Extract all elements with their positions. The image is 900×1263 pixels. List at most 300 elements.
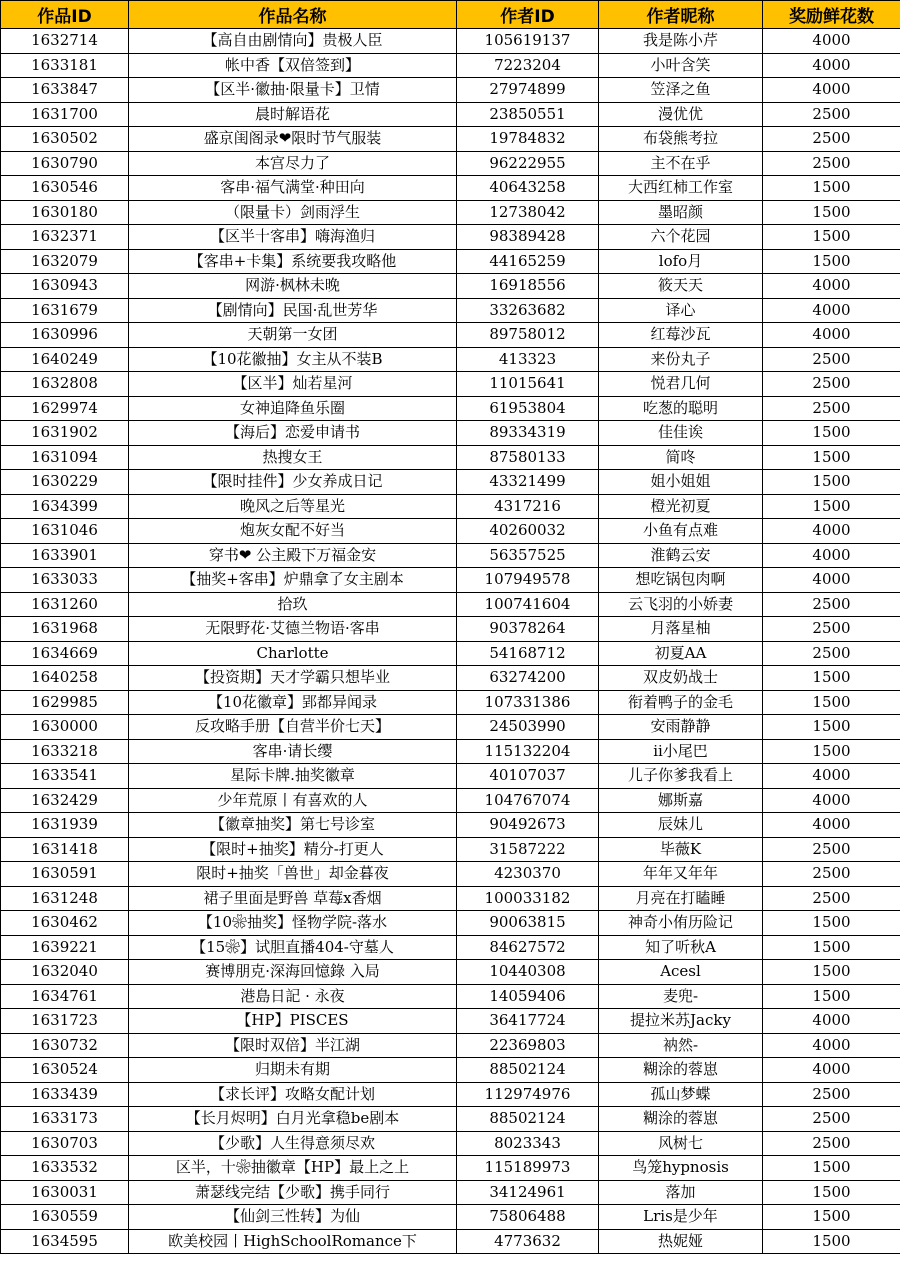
cell-author-nickname: 云飞羽的小娇妻 [599, 592, 763, 617]
cell-flower-reward: 1500 [763, 494, 900, 519]
cell-work-id: 1630000 [1, 715, 129, 740]
cell-author-nickname: 想吃锅包肉啊 [599, 568, 763, 593]
cell-flower-reward: 2500 [763, 102, 900, 127]
cell-flower-reward: 1500 [763, 690, 900, 715]
cell-author-nickname: 月落星柚 [599, 617, 763, 642]
header-author-id: 作者ID [457, 1, 599, 29]
header-work-id: 作品ID [1, 1, 129, 29]
cell-author-id: 10440308 [457, 960, 599, 985]
cell-work-id: 1631902 [1, 421, 129, 446]
cell-work-id: 1632808 [1, 372, 129, 397]
cell-flower-reward: 2500 [763, 617, 900, 642]
table-row [1, 127, 900, 152]
cell-work-name: 女神追降鱼乐圈 [129, 396, 457, 421]
cell-author-nickname: 糊涂的蓉崽 [599, 1058, 763, 1083]
cell-author-id: 14059406 [457, 984, 599, 1009]
cell-author-id: 43321499 [457, 470, 599, 495]
cell-work-name: 晚风之后等星光 [129, 494, 457, 519]
cell-work-name: 客串·福气满堂·种田向 [129, 176, 457, 201]
cell-work-id: 1634669 [1, 641, 129, 666]
cell-work-id: 1634399 [1, 494, 129, 519]
table-body [1, 29, 900, 1254]
cell-work-name: 【徽章抽奖】第七号诊室 [129, 813, 457, 838]
cell-work-name: 【投资期】天才学霸只想毕业 [129, 666, 457, 691]
cell-author-id: 40260032 [457, 519, 599, 544]
cell-work-name: 【少歌】人生得意须尽欢 [129, 1131, 457, 1156]
cell-author-id: 63274200 [457, 666, 599, 691]
cell-author-id: 90063815 [457, 911, 599, 936]
cell-flower-reward: 4000 [763, 323, 900, 348]
cell-author-id: 8023343 [457, 1131, 599, 1156]
cell-flower-reward: 1500 [763, 666, 900, 691]
table-row [1, 1156, 900, 1181]
cell-work-name: 【剧情向】民国·乱世芳华 [129, 298, 457, 323]
cell-author-id: 112974976 [457, 1082, 599, 1107]
cell-flower-reward: 4000 [763, 813, 900, 838]
cell-author-id: 56357525 [457, 543, 599, 568]
cell-work-id: 1633847 [1, 78, 129, 103]
cell-work-id: 1639221 [1, 935, 129, 960]
cell-author-id: 4773632 [457, 1229, 599, 1254]
table-row [1, 592, 900, 617]
cell-work-id: 1633901 [1, 543, 129, 568]
cell-flower-reward: 1500 [763, 1229, 900, 1254]
cell-work-id: 1630732 [1, 1033, 129, 1058]
cell-work-id: 1633173 [1, 1107, 129, 1132]
cell-work-name: 【高自由剧情向】贵极人臣 [129, 29, 457, 54]
cell-author-id: 27974899 [457, 78, 599, 103]
cell-author-nickname: 神奇小侑历险记 [599, 911, 763, 936]
cell-author-nickname: 译心 [599, 298, 763, 323]
cell-flower-reward: 4000 [763, 1058, 900, 1083]
table-row [1, 519, 900, 544]
cell-work-name: 【限时+抽奖】精分-打更人 [129, 837, 457, 862]
cell-author-nickname: 风树七 [599, 1131, 763, 1156]
cell-work-name: 【区半·徽抽·限量卡】卫情 [129, 78, 457, 103]
cell-work-name: 区半，十❀抽徽章【HP】最上之上 [129, 1156, 457, 1181]
cell-work-id: 1632040 [1, 960, 129, 985]
cell-work-id: 1633541 [1, 764, 129, 789]
cell-flower-reward: 2500 [763, 1107, 900, 1132]
table-row [1, 739, 900, 764]
cell-work-name: 萧瑟线完结【少歌】携手同行 [129, 1180, 457, 1205]
table-row [1, 78, 900, 103]
cell-flower-reward: 1500 [763, 739, 900, 764]
cell-work-id: 1631700 [1, 102, 129, 127]
cell-flower-reward: 1500 [763, 249, 900, 274]
cell-work-id: 1630943 [1, 274, 129, 299]
cell-flower-reward: 1500 [763, 1205, 900, 1230]
cell-author-id: 98389428 [457, 225, 599, 250]
cell-work-name: （限量卡）剑雨浮生 [129, 200, 457, 225]
cell-author-id: 104767074 [457, 788, 599, 813]
cell-author-id: 115132204 [457, 739, 599, 764]
cell-author-id: 31587222 [457, 837, 599, 862]
table-row [1, 29, 900, 54]
cell-flower-reward: 4000 [763, 298, 900, 323]
cell-author-nickname: 麦兜- [599, 984, 763, 1009]
cell-flower-reward: 4000 [763, 274, 900, 299]
cell-work-name: 无限野花·艾德兰物语·客串 [129, 617, 457, 642]
cell-work-name: 【15❀】试胆直播404-守墓人 [129, 935, 457, 960]
cell-flower-reward: 1500 [763, 960, 900, 985]
cell-author-id: 90378264 [457, 617, 599, 642]
cell-work-name: 【限时双倍】半江湖 [129, 1033, 457, 1058]
cell-author-nickname: 吃葱的聪明 [599, 396, 763, 421]
cell-work-name: 归期未有期 [129, 1058, 457, 1083]
table-row [1, 396, 900, 421]
cell-author-nickname: 小叶含笑 [599, 53, 763, 78]
cell-author-id: 107949578 [457, 568, 599, 593]
cell-author-nickname: 辰妹儿 [599, 813, 763, 838]
cell-flower-reward: 1500 [763, 715, 900, 740]
cell-author-id: 61953804 [457, 396, 599, 421]
table-row [1, 1205, 900, 1230]
cell-author-id: 88502124 [457, 1107, 599, 1132]
cell-work-name: 【区半】灿若星河 [129, 372, 457, 397]
cell-flower-reward: 4000 [763, 568, 900, 593]
table-row [1, 813, 900, 838]
cell-work-name: 星际卡牌.抽奖徽章 [129, 764, 457, 789]
cell-author-nickname: 淮鹤云安 [599, 543, 763, 568]
cell-author-nickname: 孤山梦蝶 [599, 1082, 763, 1107]
header-author-nickname: 作者昵称 [599, 1, 763, 29]
cell-work-id: 1630031 [1, 1180, 129, 1205]
table-row [1, 347, 900, 372]
cell-work-name: 少年荒原丨有喜欢的人 [129, 788, 457, 813]
cell-author-nickname: 糊涂的蓉崽 [599, 1107, 763, 1132]
cell-flower-reward: 1500 [763, 1180, 900, 1205]
cell-work-id: 1630559 [1, 1205, 129, 1230]
cell-work-name: 限时+抽奖「兽世」却金暮夜 [129, 862, 457, 887]
table-row [1, 274, 900, 299]
cell-author-id: 54168712 [457, 641, 599, 666]
cell-author-id: 36417724 [457, 1009, 599, 1034]
cell-work-id: 1630996 [1, 323, 129, 348]
cell-flower-reward: 2500 [763, 372, 900, 397]
cell-work-name: 【仙剑三性转】为仙 [129, 1205, 457, 1230]
cell-work-name: 裙子里面是野兽 草莓x香烟 [129, 886, 457, 911]
cell-author-id: 24503990 [457, 715, 599, 740]
cell-author-id: 40643258 [457, 176, 599, 201]
cell-flower-reward: 1500 [763, 470, 900, 495]
header-flower-reward: 奖励鲜花数 [763, 1, 900, 29]
cell-author-nickname: 衲然- [599, 1033, 763, 1058]
cell-author-nickname: 筱天天 [599, 274, 763, 299]
table-row [1, 690, 900, 715]
table-row [1, 1107, 900, 1132]
table-row [1, 53, 900, 78]
cell-work-name: 晨时解语花 [129, 102, 457, 127]
cell-flower-reward: 2500 [763, 862, 900, 887]
table-row [1, 1058, 900, 1083]
cell-work-id: 1631260 [1, 592, 129, 617]
cell-work-name: 【客串+卡集】系统要我攻略他 [129, 249, 457, 274]
cell-work-id: 1631046 [1, 519, 129, 544]
cell-work-name: 【求长评】攻略女配计划 [129, 1082, 457, 1107]
cell-flower-reward: 4000 [763, 764, 900, 789]
cell-flower-reward: 4000 [763, 1009, 900, 1034]
cell-author-nickname: 双皮奶战士 [599, 666, 763, 691]
cell-flower-reward: 1500 [763, 225, 900, 250]
table-row [1, 911, 900, 936]
cell-work-id: 1633439 [1, 1082, 129, 1107]
cell-author-nickname: 儿子你爹我看上 [599, 764, 763, 789]
cell-work-id: 1630790 [1, 151, 129, 176]
table-row [1, 764, 900, 789]
cell-author-nickname: 大西红柿工作室 [599, 176, 763, 201]
table-row [1, 1082, 900, 1107]
cell-flower-reward: 2500 [763, 151, 900, 176]
cell-author-nickname: 漫优优 [599, 102, 763, 127]
cell-author-nickname: 落加 [599, 1180, 763, 1205]
cell-work-id: 1632079 [1, 249, 129, 274]
cell-flower-reward: 1500 [763, 1156, 900, 1181]
header-work-name: 作品名称 [129, 1, 457, 29]
cell-work-name: 港島日記 · 永夜 [129, 984, 457, 1009]
table-row [1, 225, 900, 250]
cell-work-id: 1630502 [1, 127, 129, 152]
table-row [1, 641, 900, 666]
cell-work-name: 【长月烬明】白月光拿稳be剧本 [129, 1107, 457, 1132]
cell-author-nickname: 月亮在打瞌睡 [599, 886, 763, 911]
table-row [1, 862, 900, 887]
cell-author-id: 96222955 [457, 151, 599, 176]
cell-author-nickname: 橙光初夏 [599, 494, 763, 519]
cell-author-nickname: 热妮娅 [599, 1229, 763, 1254]
cell-author-nickname: ii小尾巴 [599, 739, 763, 764]
table-row [1, 715, 900, 740]
table-row [1, 1033, 900, 1058]
cell-author-id: 89758012 [457, 323, 599, 348]
table-row [1, 1009, 900, 1034]
cell-flower-reward: 4000 [763, 1033, 900, 1058]
table-row [1, 1180, 900, 1205]
cell-flower-reward: 2500 [763, 886, 900, 911]
table-row [1, 984, 900, 1009]
cell-flower-reward: 4000 [763, 53, 900, 78]
cell-author-id: 100033182 [457, 886, 599, 911]
cell-work-name: 本宫尽力了 [129, 151, 457, 176]
cell-flower-reward: 1500 [763, 911, 900, 936]
cell-author-id: 22369803 [457, 1033, 599, 1058]
cell-work-id: 1631094 [1, 445, 129, 470]
cell-work-name: 赛博朋克·深海回憶錄 入局 [129, 960, 457, 985]
cell-author-nickname: lofo月 [599, 249, 763, 274]
cell-flower-reward: 2500 [763, 641, 900, 666]
cell-author-id: 11015641 [457, 372, 599, 397]
cell-author-id: 34124961 [457, 1180, 599, 1205]
cell-author-id: 115189973 [457, 1156, 599, 1181]
cell-work-id: 1629974 [1, 396, 129, 421]
cell-author-id: 90492673 [457, 813, 599, 838]
cell-flower-reward: 2500 [763, 592, 900, 617]
cell-work-id: 1633181 [1, 53, 129, 78]
cell-work-name: 【抽奖+客串】炉鼎拿了女主剧本 [129, 568, 457, 593]
cell-flower-reward: 2500 [763, 1131, 900, 1156]
cell-work-id: 1633532 [1, 1156, 129, 1181]
cell-flower-reward: 1500 [763, 935, 900, 960]
cell-author-id: 23850551 [457, 102, 599, 127]
cell-flower-reward: 1500 [763, 445, 900, 470]
cell-author-id: 84627572 [457, 935, 599, 960]
cell-author-nickname: 来份丸子 [599, 347, 763, 372]
cell-author-nickname: 安雨静静 [599, 715, 763, 740]
cell-author-id: 100741604 [457, 592, 599, 617]
cell-work-name: 【HP】PISCES [129, 1009, 457, 1034]
cell-work-id: 1631723 [1, 1009, 129, 1034]
cell-author-nickname: 六个花园 [599, 225, 763, 250]
cell-flower-reward: 2500 [763, 1082, 900, 1107]
cell-author-nickname: 简咚 [599, 445, 763, 470]
table-row [1, 323, 900, 348]
cell-flower-reward: 2500 [763, 127, 900, 152]
table-row [1, 151, 900, 176]
cell-work-id: 1629985 [1, 690, 129, 715]
cell-work-id: 1634595 [1, 1229, 129, 1254]
cell-author-nickname: 主不在乎 [599, 151, 763, 176]
cell-flower-reward: 4000 [763, 78, 900, 103]
cell-author-id: 4317216 [457, 494, 599, 519]
cell-work-id: 1630703 [1, 1131, 129, 1156]
cell-author-id: 40107037 [457, 764, 599, 789]
cell-author-id: 33263682 [457, 298, 599, 323]
cell-work-name: 欧美校园丨HighSchoolRomance下 [129, 1229, 457, 1254]
table-row [1, 543, 900, 568]
cell-work-id: 1631968 [1, 617, 129, 642]
cell-flower-reward: 1500 [763, 984, 900, 1009]
table-row [1, 935, 900, 960]
cell-flower-reward: 4000 [763, 543, 900, 568]
table-row [1, 1131, 900, 1156]
cell-flower-reward: 4000 [763, 788, 900, 813]
cell-flower-reward: 1500 [763, 421, 900, 446]
cell-work-name: 炮灰女配不好当 [129, 519, 457, 544]
cell-work-name: 热搜女王 [129, 445, 457, 470]
cell-work-name: 【区半十客串】嗨海渔归 [129, 225, 457, 250]
cell-author-id: 413323 [457, 347, 599, 372]
cell-work-id: 1631248 [1, 886, 129, 911]
cell-work-name: 拾玖 [129, 592, 457, 617]
cell-work-id: 1631939 [1, 813, 129, 838]
cell-work-id: 1632429 [1, 788, 129, 813]
cell-flower-reward: 1500 [763, 176, 900, 201]
cell-author-id: 12738042 [457, 200, 599, 225]
cell-author-nickname: 毕薇K [599, 837, 763, 862]
cell-work-id: 1634761 [1, 984, 129, 1009]
cell-author-id: 89334319 [457, 421, 599, 446]
cell-author-nickname: 知了听秋A [599, 935, 763, 960]
cell-author-nickname: Acesl [599, 960, 763, 985]
cell-work-id: 1630524 [1, 1058, 129, 1083]
cell-work-id: 1632714 [1, 29, 129, 54]
cell-work-name: 帐中香【双倍签到】 [129, 53, 457, 78]
cell-author-nickname: 红莓沙瓦 [599, 323, 763, 348]
cell-author-nickname: 鸟笼hypnosis [599, 1156, 763, 1181]
cell-work-id: 1633033 [1, 568, 129, 593]
cell-work-id: 1630546 [1, 176, 129, 201]
table-row [1, 176, 900, 201]
cell-author-nickname: 提拉米苏Jacky [599, 1009, 763, 1034]
cell-work-name: 【限时挂件】少女养成日记 [129, 470, 457, 495]
cell-author-id: 87580133 [457, 445, 599, 470]
cell-author-nickname: 衔着鸭子的金毛 [599, 690, 763, 715]
cell-work-id: 1630180 [1, 200, 129, 225]
cell-flower-reward: 4000 [763, 519, 900, 544]
cell-author-id: 7223204 [457, 53, 599, 78]
cell-author-id: 88502124 [457, 1058, 599, 1083]
cell-author-id: 105619137 [457, 29, 599, 54]
table-row [1, 666, 900, 691]
table-row [1, 249, 900, 274]
cell-author-nickname: 笠泽之鱼 [599, 78, 763, 103]
cell-work-name: 客串·请长缨 [129, 739, 457, 764]
table-row [1, 788, 900, 813]
table-row [1, 837, 900, 862]
table-row [1, 445, 900, 470]
table-row [1, 494, 900, 519]
cell-work-name: 【10花徽抽】女主从不装B [129, 347, 457, 372]
cell-work-id: 1632371 [1, 225, 129, 250]
cell-flower-reward: 1500 [763, 200, 900, 225]
cell-work-name: Charlotte [129, 641, 457, 666]
cell-work-name: 盛京闺阁录❤限时节气服装 [129, 127, 457, 152]
cell-work-name: 【10花徽章】郢都异闻录 [129, 690, 457, 715]
cell-work-id: 1640258 [1, 666, 129, 691]
cell-author-id: 75806488 [457, 1205, 599, 1230]
cell-author-id: 16918556 [457, 274, 599, 299]
cell-work-id: 1630462 [1, 911, 129, 936]
cell-flower-reward: 4000 [763, 29, 900, 54]
table-row [1, 421, 900, 446]
table-row [1, 617, 900, 642]
table-row [1, 470, 900, 495]
cell-flower-reward: 2500 [763, 347, 900, 372]
table-row [1, 886, 900, 911]
cell-work-name: 反攻略手册【自营半价七天】 [129, 715, 457, 740]
cell-flower-reward: 2500 [763, 837, 900, 862]
cell-author-nickname: 我是陈小芹 [599, 29, 763, 54]
table-row [1, 298, 900, 323]
cell-author-nickname: 佳佳诶 [599, 421, 763, 446]
cell-work-id: 1640249 [1, 347, 129, 372]
table-row [1, 960, 900, 985]
cell-author-nickname: 姐小姐姐 [599, 470, 763, 495]
cell-author-nickname: 年年又年年 [599, 862, 763, 887]
table-row [1, 568, 900, 593]
table-row [1, 200, 900, 225]
cell-work-id: 1630591 [1, 862, 129, 887]
table-row [1, 1229, 900, 1254]
cell-author-nickname: 布袋熊考拉 [599, 127, 763, 152]
cell-author-nickname: 小鱼有点难 [599, 519, 763, 544]
cell-work-name: 【10❀抽奖】怪物学院-落水 [129, 911, 457, 936]
table-row [1, 372, 900, 397]
cell-work-name: 穿书❤ 公主殿下万福金安 [129, 543, 457, 568]
cell-author-id: 107331386 [457, 690, 599, 715]
cell-author-nickname: 娜斯嘉 [599, 788, 763, 813]
cell-author-id: 4230370 [457, 862, 599, 887]
cell-author-nickname: 悦君几何 [599, 372, 763, 397]
table-row [1, 102, 900, 127]
cell-work-name: 【海后】恋爱申请书 [129, 421, 457, 446]
cell-work-id: 1631679 [1, 298, 129, 323]
cell-work-name: 网游·枫林未晚 [129, 274, 457, 299]
cell-author-id: 19784832 [457, 127, 599, 152]
cell-work-id: 1630229 [1, 470, 129, 495]
header-row [1, 1, 900, 29]
cell-work-id: 1631418 [1, 837, 129, 862]
